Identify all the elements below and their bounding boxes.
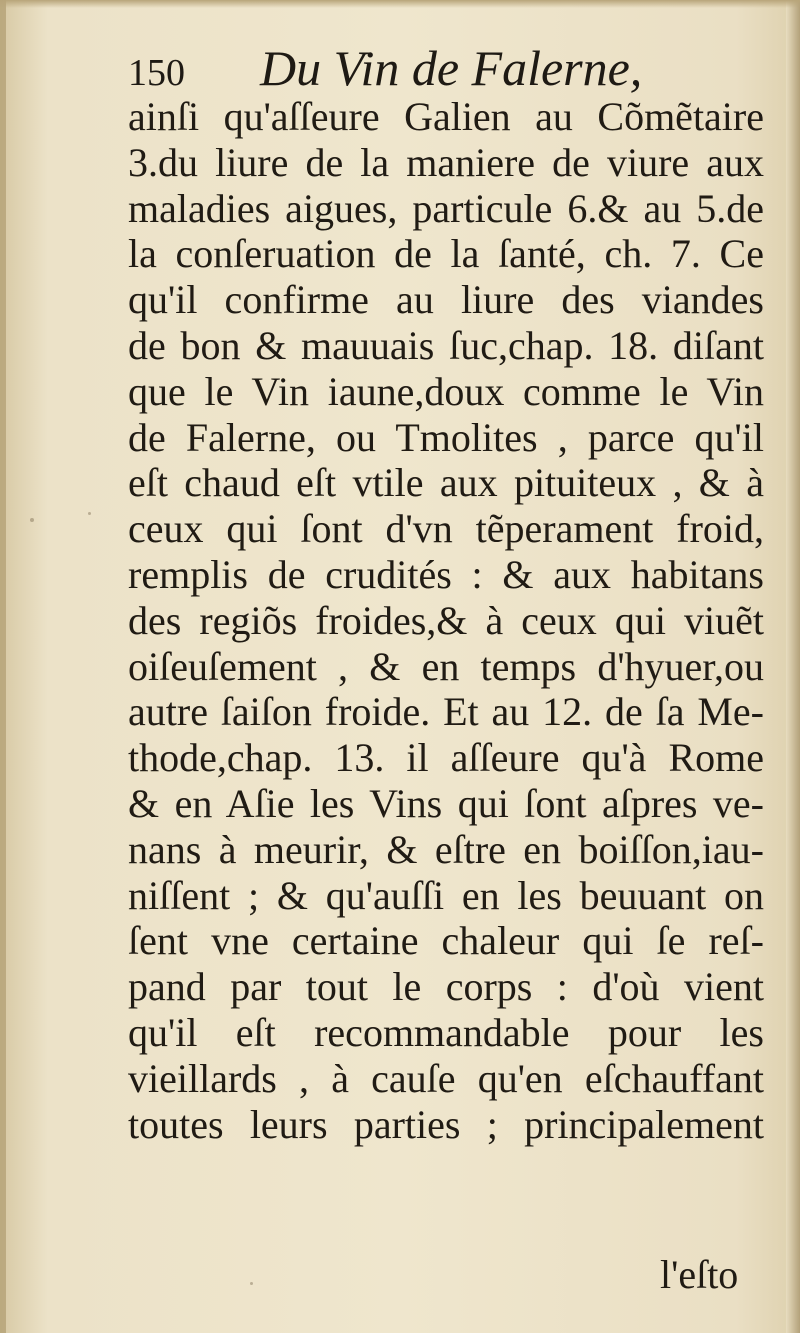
text-line: eſt chaud eſt vtile aux pituiteux , & à <box>128 460 764 506</box>
text-line: ainſi qu'aſſeure Galien au Cõmẽtaire <box>128 94 764 139</box>
text-line: la conſeruation de la ſanté, ch. 7. Ce <box>128 231 764 277</box>
text-line: de bon & mauuais ſuc,chap. 18. diſant <box>128 322 764 368</box>
text-line: ſent vne certaine chaleur qui ſe reſ- <box>128 918 764 964</box>
text-line: thode,chap. 13. il aſſeure qu'à Rome <box>128 735 764 781</box>
ink-speck <box>30 518 34 522</box>
text-line: vieillards , à cauſe qu'en eſchauffant <box>128 1055 764 1101</box>
text-line: oiſeuſement , & en temps d'hyuer,ou <box>128 643 764 689</box>
text-line: niſſent ; & qu'auſſi en les beuuant on <box>128 872 764 918</box>
text-line: nans à meurir, & eſtre en boiſſon,iau- <box>128 826 764 872</box>
ink-speck <box>88 512 91 515</box>
text-line: qu'il eſt recommandable pour les <box>128 1009 764 1055</box>
page-fore-edge <box>786 0 800 1333</box>
text-line: remplis de crudités : & aux habitans <box>128 551 764 597</box>
text-line: 3.du liure de la maniere de viure aux <box>128 139 764 185</box>
running-title: Du Vin de Falerne, <box>260 40 643 96</box>
text-line: maladies aigues, particule 6.& au 5.de <box>128 185 764 231</box>
text-line: & en Aſie les Vins qui ſont aſpres ve- <box>128 780 764 826</box>
text-line: toutes leurs parties ; principalement <box>128 1101 764 1147</box>
text-line: pand par tout le corps : d'où vient <box>128 964 764 1010</box>
body-text <box>128 94 764 1147</box>
text-line: ceux qui ſont d'vn tẽperament froid, <box>128 506 764 552</box>
page-header <box>128 38 688 98</box>
text-line: qu'il confirme au liure des viandes <box>128 277 764 323</box>
page-number: 150 <box>128 52 185 94</box>
text-line: que le Vin iaune,doux comme le Vin <box>128 368 764 414</box>
page-gutter-edge <box>0 0 6 1333</box>
page-top-edge <box>0 0 800 8</box>
ink-speck <box>250 1282 253 1285</box>
text-line: des regiõs froides,& à ceux qui viuẽt <box>128 597 764 643</box>
text-line: de Falerne, ou Tmolites , parce qu'il <box>128 414 764 460</box>
catchword: l'eſto <box>660 1252 739 1297</box>
text-line: autre ſaiſon froide. Et au 12. de ſa Me- <box>128 689 764 735</box>
